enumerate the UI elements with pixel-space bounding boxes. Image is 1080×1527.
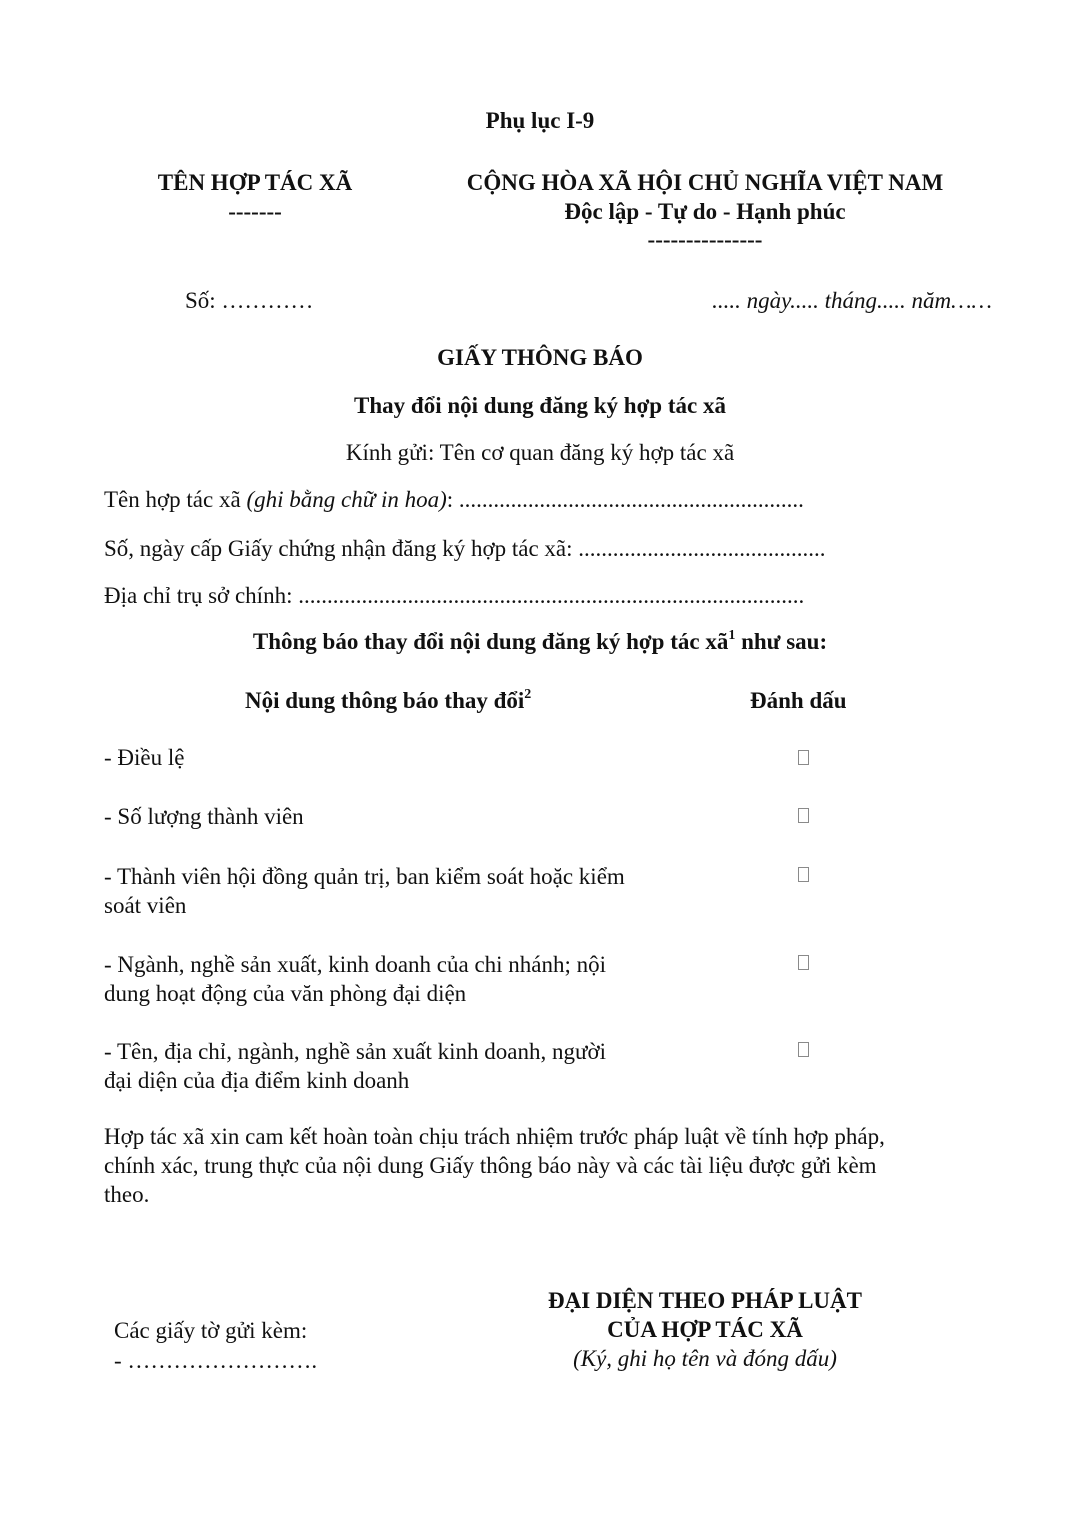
organization-rule: ------- bbox=[228, 199, 282, 224]
checkbox-board-members[interactable] bbox=[798, 867, 809, 882]
checkbox-business-location[interactable] bbox=[798, 1042, 809, 1057]
signature-note: (Ký, ghi họ tên và đóng dấu) bbox=[573, 1346, 837, 1371]
document-date: ..... ngày..... tháng..... năm…… bbox=[712, 288, 992, 313]
checkbox-charter[interactable] bbox=[798, 750, 809, 765]
motto-rule: --------------- bbox=[647, 227, 763, 252]
change-item-business-location: - Tên, địa chỉ, ngành, nghề sản xuất kinh doanh, người đại diện của địa điểm kinh doanh bbox=[104, 1039, 606, 1093]
cooperative-name-label: Tên hợp tác xã bbox=[104, 487, 247, 512]
commitment-line-3: theo. bbox=[104, 1182, 150, 1207]
cooperative-name-field bbox=[104, 487, 804, 513]
document-title: GIẤY THÔNG BÁO bbox=[437, 345, 643, 370]
commitment-line-2: chính xác, trung thực của nội dung Giấy thông báo này và các tài liệu được gửi kèm bbox=[104, 1153, 877, 1178]
change-item-branch-business: - Ngành, nghề sản xuất, kinh doanh của chi nhánh; nội dung hoạt động của văn phòng đại diện bbox=[104, 952, 607, 1006]
address-field: Địa chỉ trụ sở chính: ........................................................................................ bbox=[104, 583, 805, 608]
attachments-item: - ……………………. bbox=[114, 1348, 318, 1373]
checkbox-member-count[interactable] bbox=[798, 808, 809, 823]
column-header-mark: Đánh dấu bbox=[750, 688, 847, 713]
signature-title-line-1: ĐẠI DIỆN THEO PHÁP LUẬT bbox=[548, 1288, 862, 1313]
commitment-line-1: Hợp tác xã xin cam kết hoàn toàn chịu trách nhiệm trước pháp luật về tính hợp pháp, bbox=[104, 1124, 885, 1149]
country-name: CỘNG HÒA XÃ HỘI CHỦ NGHĨA VIỆT NAM bbox=[466, 170, 944, 195]
cooperative-name-dots: : ............................................................ bbox=[446, 487, 804, 512]
signature-title-line-2: CỦA HỢP TÁC XÃ bbox=[607, 1317, 803, 1342]
change-item-board-members: - Thành viên hội đồng quản trị, ban kiểm soát hoặc kiểm soát viên bbox=[104, 864, 625, 918]
change-item-charter: - Điều lệ bbox=[104, 745, 185, 770]
addressee: Kính gửi: Tên cơ quan đăng ký hợp tác xã bbox=[345, 440, 735, 465]
checkbox-branch-business[interactable] bbox=[798, 955, 809, 970]
document-number: Số: ………… bbox=[185, 288, 314, 313]
attachments-label: Các giấy tờ gửi kèm: bbox=[114, 1318, 308, 1343]
national-motto: Độc lập - Tự do - Hạnh phúc bbox=[564, 199, 846, 224]
appendix-label: Phụ lục I-9 bbox=[485, 108, 595, 133]
cooperative-name-hint: (ghi bằng chữ in hoa) bbox=[246, 487, 447, 512]
document-subtitle: Thay đổi nội dung đăng ký hợp tác xã bbox=[354, 393, 726, 418]
notice-heading: Thông báo thay đổi nội dung đăng ký hợp tác $xã^1$ như sau: bbox=[252, 628, 828, 654]
column-header-content: Nội dung thông báo thay đổi$^2$ bbox=[245, 687, 532, 713]
certificate-field: Số, ngày cấp Giấy chứng nhận đăng ký hợp tác xã: ........................................... bbox=[104, 536, 826, 561]
organization-name: TÊN HỢP TÁC XÃ bbox=[157, 170, 353, 195]
change-item-member-count: - Số lượng thành viên bbox=[104, 804, 304, 829]
